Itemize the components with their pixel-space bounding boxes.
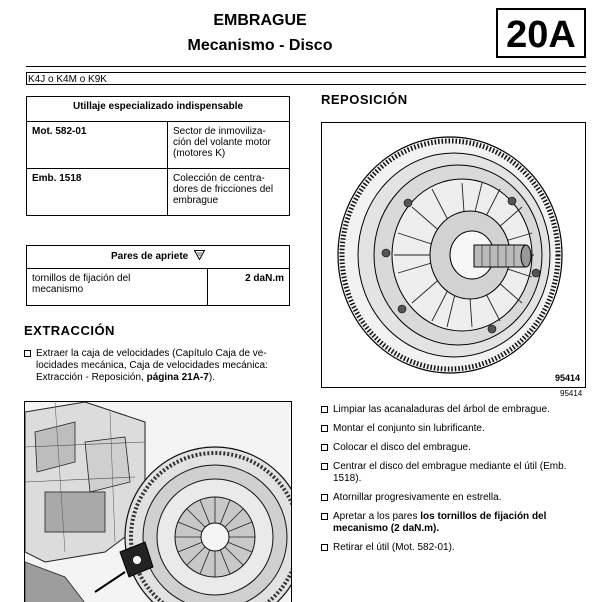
- figure-number: 95414: [555, 373, 581, 383]
- tool-desc-line: (motores K): [173, 148, 226, 159]
- torque-table: [26, 245, 290, 306]
- clutch-assembly-illustration: [322, 123, 585, 387]
- torque-item-line: tornillos de fijación del: [32, 273, 131, 284]
- engine-clutch-figure: [24, 401, 292, 602]
- tool-code: Mot. 582-01: [27, 122, 168, 169]
- torque-table-header: [27, 246, 290, 269]
- extraction-line-end: ).: [208, 372, 215, 383]
- extraction-list: [24, 348, 292, 391]
- step-prefix: Apretar a los pares: [333, 511, 421, 522]
- torque-item-line: mecanismo: [32, 284, 84, 295]
- table-row: [27, 169, 290, 216]
- tool-desc-line: Colección de centra-: [173, 173, 265, 184]
- checkbox-square-icon: [321, 463, 328, 470]
- step-suffix: (2 daN.m).: [388, 523, 440, 534]
- tool-desc-line: embrague: [173, 195, 219, 206]
- torque-item: [27, 269, 208, 306]
- reposition-step: Centrar el disco del embrague mediante el útil (Emb.: [333, 461, 567, 472]
- models-bar: [26, 72, 586, 85]
- torque-triangle-icon: [194, 250, 205, 260]
- section-code-box: 20A: [496, 8, 586, 58]
- extraction-line-text: Extracción - Reposición,: [36, 372, 147, 383]
- reposition-step: Limpiar las acanaladuras del árbol de embrague.: [333, 404, 550, 415]
- tool-description: [168, 122, 290, 169]
- tool-desc-line: ción del volante motor: [173, 137, 271, 148]
- list-item: [24, 348, 292, 384]
- checkbox-square-icon: [321, 425, 328, 432]
- reposition-step: [333, 511, 586, 523]
- tool-desc-line: Sector de inmoviliza-: [173, 126, 266, 137]
- reposition-step: Atornillar progresivamente en estrella.: [333, 492, 502, 503]
- table-row: [27, 122, 290, 169]
- list-item: [321, 542, 586, 554]
- engine-clutch-illustration: [25, 402, 292, 602]
- clutch-assembly-figure: [321, 122, 586, 388]
- checkbox-square-icon: [321, 406, 328, 413]
- page-subtitle: Mecanismo - Disco: [187, 37, 333, 54]
- tool-code: Emb. 1518: [27, 169, 168, 216]
- tool-desc-line: dores de fricciones del: [173, 184, 274, 195]
- header-rule: [26, 66, 586, 67]
- reposition-step: Retirar el útil (Mot. 582-01).: [333, 542, 455, 553]
- reposition-list: [321, 404, 586, 561]
- extraction-line: [36, 372, 292, 384]
- list-item: [321, 511, 586, 535]
- extraction-line: Extraer la caja de velocidades (Capítulo Caja de ve-: [36, 348, 267, 359]
- step-bold: mecanismo: [333, 523, 389, 534]
- reposition-step: 1518).: [333, 473, 362, 484]
- step-bold: los tornillos de fijación del: [420, 511, 547, 522]
- table-row: [27, 269, 290, 306]
- list-item: [321, 492, 586, 504]
- list-item: [321, 461, 586, 485]
- checkbox-square-icon: [321, 513, 328, 520]
- torque-header-label: Pares de apriete: [110, 251, 189, 262]
- checkbox-square-icon: [24, 350, 31, 357]
- checkbox-square-icon: [321, 544, 328, 551]
- tools-table: [26, 96, 290, 216]
- list-item: [321, 423, 586, 435]
- reposition-step: Colocar el disco del embrague.: [333, 442, 471, 453]
- checkbox-square-icon: [321, 494, 328, 501]
- torque-value: 2 daN.m: [208, 269, 290, 306]
- checkbox-square-icon: [321, 444, 328, 451]
- tools-table-header: Utillaje especializado indispensable: [27, 97, 290, 122]
- reposition-step: [333, 523, 586, 535]
- reposition-title: REPOSICIÓN: [321, 92, 408, 107]
- page-title: EMBRAGUE: [213, 12, 307, 29]
- tool-description: [168, 169, 290, 216]
- page-reference: página 21A-7: [146, 372, 209, 383]
- list-item: [321, 442, 586, 454]
- extraction-title: EXTRACCIÓN: [24, 323, 115, 338]
- list-item: [321, 404, 586, 416]
- extraction-line: locidades mecánica, Caja de velocidades mecánica:: [36, 360, 268, 371]
- reposition-step: Montar el conjunto sin lubrificante.: [333, 423, 485, 434]
- figure-caption: 95414: [560, 389, 583, 398]
- engine-models: K4J o K4M o K9K: [28, 74, 107, 85]
